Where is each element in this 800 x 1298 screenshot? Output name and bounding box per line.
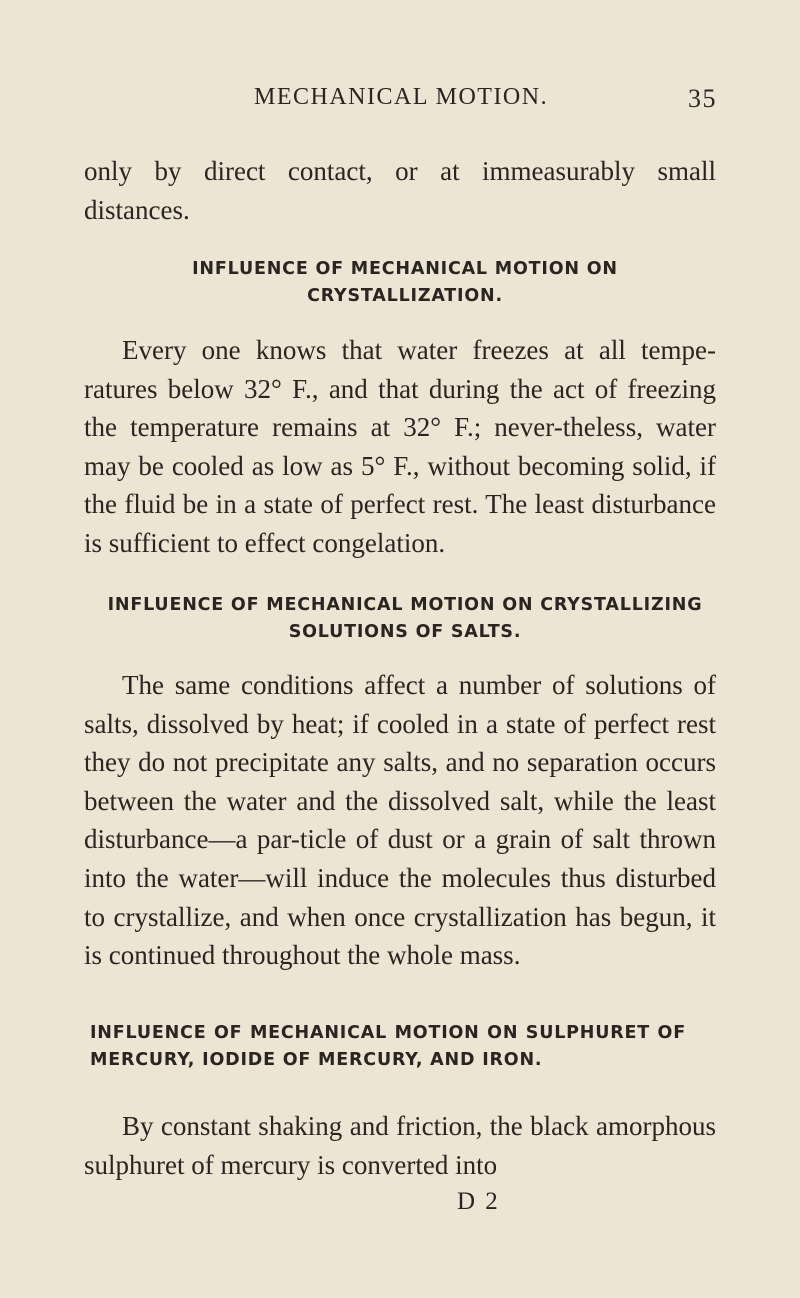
paragraph-sulphuret: By constant shaking and friction, the black amorphous sulphuret of mercury is converted into [84,1111,716,1180]
paragraph-salt-solutions: The same conditions affect a number of solutions of salts, dissolved by heat; if cooled in a state of perfect rest they do not precipitate any salts, and no separation occurs between the water and the dissolved salt, while the least disturbance—a par-ticle of dust or a grain of salt thrown into the water—will induce the molecules thus disturbed to crystallize, and when once crystallization has begun, it is continued throughout the whole mass. [84,670,716,971]
page-number: 35 [688,84,717,113]
running-title: MECHANICAL MOTION. [254,84,549,110]
section-heading-sulphuret: INFLUENCE OF MECHANICAL MOTION ON SULPHURET OF MERCURY, IODIDE OF MERCURY, AND IRON. [90,1023,686,1070]
paragraph-water-freezing: Every one knows that water freezes at all tempe-ratures below 32° F., and that during the act of freezing the temperature remains at 32° F.; never-theless, water may be cooled as low as 5° F., without becoming solid, if the fluid be in a state of perfect rest. The least disturbance is sufficient to effect congelation. [84,335,716,558]
paragraph-continued: only by direct contact, or at immeasurably small distances. [84,156,716,225]
section-heading-crystallization: INFLUENCE OF MECHANICAL MOTION ON CRYSTALLIZATION. [192,259,618,306]
section-heading-salt-solutions: INFLUENCE OF MECHANICAL MOTION ON CRYSTALLIZING SOLUTIONS OF SALTS. [107,595,703,642]
signature-mark: D 2 [457,1188,500,1215]
